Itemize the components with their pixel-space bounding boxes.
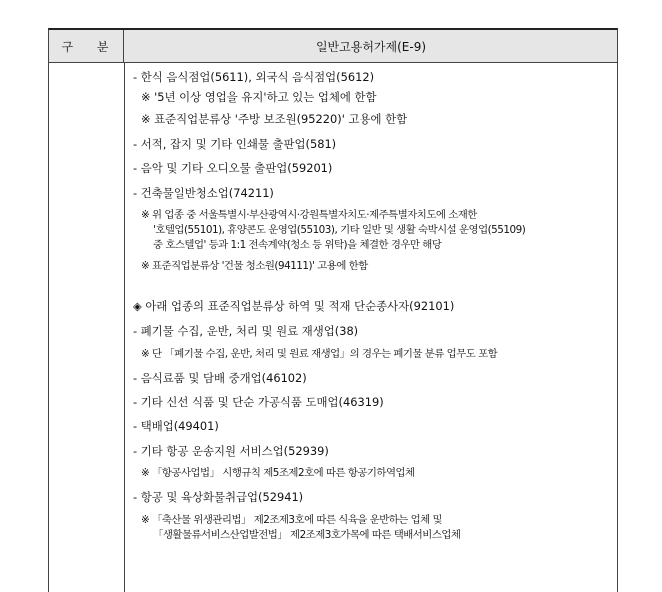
note-building-cleaner: ※ 표준직업분류상 '건물 청소원(94111)' 고용에 한함 — [141, 260, 368, 272]
section-loading-workers: ◈ 아래 업종의 표준직업분류상 하역 및 적재 단순종사자(92101) — [133, 299, 455, 313]
list-item-publishing: - 서적, 잡지 및 기타 인쇄물 출판업(581) — [133, 137, 337, 151]
employment-permit-table — [48, 28, 618, 592]
list-item-air-transport-support: - 기타 항공 운송지원 서비스업(52939) — [133, 444, 329, 458]
document-table-region — [48, 28, 618, 592]
list-item-building-cleaning: - 건축물일반청소업(74211) — [133, 186, 274, 200]
list-item-fresh-food-wholesale: - 기타 신선 식품 및 단순 가공식품 도매업(46319) — [133, 395, 384, 409]
note-kitchen-assistant: ※ 표준직업분류상 '주방 보조원(95220)' 고용에 한함 — [141, 112, 408, 126]
note-livestock-transport: ※ 「축산물 위생관리법」 제2조제3호에 따른 식육을 운반하는 업체 및 — [141, 514, 443, 526]
header-e9-cell: 일반고용허가제(E-9) — [315, 39, 427, 54]
list-item-parcel: - 택배업(49401) — [133, 419, 219, 433]
note-hotel-codes: '호텔업(55101), 휴양콘도 운영업(55103), 기타 일반 및 생활 숙박시설 운영업(55109) — [153, 224, 526, 236]
table-header-row — [49, 30, 617, 63]
list-item-cargo-handling: - 항공 및 육상화물취급업(52941) — [133, 490, 304, 504]
note-region-hotels: ※ 위 업종 중 서울특별시·부산광역시·강원특별자치도·제주특별자치도에 소재한 — [141, 209, 477, 221]
note-exclusive-contract: 중 호스텔업' 등과 1:1 전속계약(청소 등 위탁)을 체결한 경우만 해당 — [153, 239, 442, 251]
list-item-music-publishing: - 음악 및 기타 오디오물 출판업(59201) — [133, 161, 333, 175]
note-five-years: ※ '5년 이상 영업을 유지'하고 있는 업체에 한함 — [141, 90, 377, 104]
list-item-food-brokerage: - 음식료품 및 담배 중개업(46102) — [133, 371, 307, 385]
category-column-divider — [124, 63, 125, 592]
list-item-restaurant: - 한식 음식점업(5611), 외국식 음식점업(5612) — [133, 70, 375, 84]
list-item-waste: - 폐기물 수집, 운반, 처리 및 원료 재생업(38) — [133, 324, 359, 338]
header-category-cell: 구 분 — [49, 30, 124, 62]
note-waste-sorting: ※ 단 「폐기물 수집, 운반, 처리 및 원료 재생업」의 경우는 폐기물 분류 업무도 포함 — [141, 348, 498, 360]
note-aviation-cargo: ※ 「항공사업법」 시행규칙 제5조제2호에 따른 항공기하역업체 — [141, 467, 415, 479]
note-parcel-service: 「생활물류서비스산업발전법」 제2조제3호가목에 따른 택배서비스업체 — [153, 529, 461, 541]
